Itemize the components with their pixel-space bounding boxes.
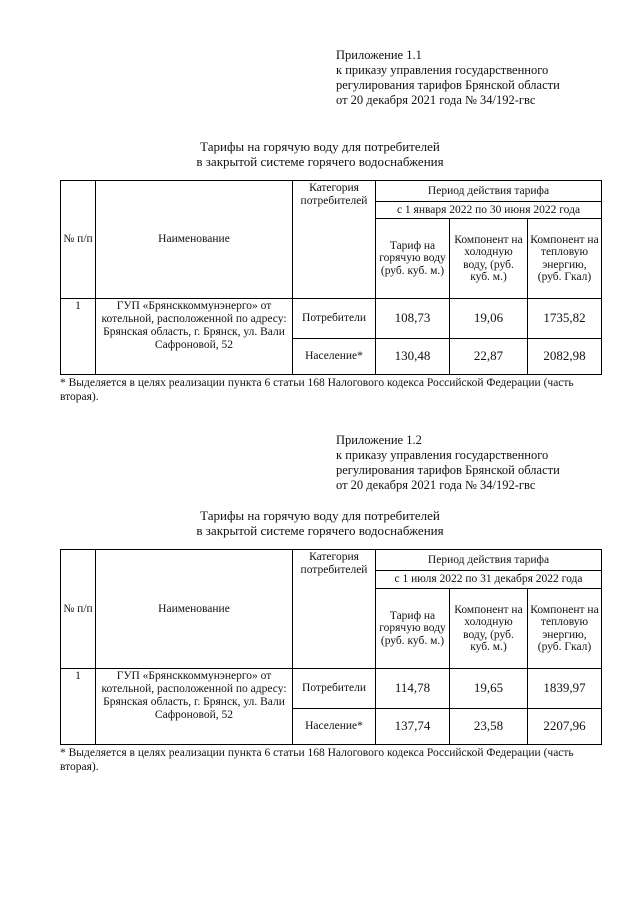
heat-component-cell: 1839,97	[528, 669, 602, 709]
header-category: Категория потребителей	[293, 181, 376, 299]
cold-component-cell: 22,87	[450, 339, 528, 375]
header-period: Период действия тарифа	[376, 181, 602, 202]
appendix-header	[336, 433, 560, 493]
appendix-number: Приложение 1.2	[336, 433, 422, 447]
organization-cell: ГУП «Брянсккоммунэнерго» от котельной, расположенной по адресу: Брянская область, г. Брянск, ул. Вали Сафроновой, 52	[96, 669, 293, 745]
header-heat-component: Компонент на тепловую энергию, (руб. Гкал)	[528, 219, 602, 299]
appendix-header	[336, 48, 560, 108]
heat-component-cell: 2082,98	[528, 339, 602, 375]
heat-component-cell: 2207,96	[528, 709, 602, 745]
title-line-2: в закрытой системе горячего водоснабжения	[196, 523, 444, 538]
tariff-cell: 114,78	[376, 669, 450, 709]
footnote: * Выделяется в целях реализации пункта 6 статьи 168 Налогового кодекса Российской Федерации (часть вторая).	[60, 377, 574, 403]
footnote: * Выделяется в целях реализации пункта 6 статьи 168 Налогового кодекса Российской Федерации (часть вторая).	[60, 747, 574, 773]
tariff-cell: 108,73	[376, 299, 450, 339]
appendix-number: Приложение 1.1	[336, 48, 422, 62]
tariff-cell: 137,74	[376, 709, 450, 745]
cold-component-cell: 19,65	[450, 669, 528, 709]
header-name: Наименование	[96, 550, 293, 669]
header-period: Период действия тарифа	[376, 550, 602, 571]
appendix-authority-line: регулирования тарифов Брянской области	[336, 463, 560, 477]
header-cold-component: Компонент на холодную воду, (руб. куб. м.)	[450, 589, 528, 669]
table-title	[0, 139, 640, 169]
appendix-authority-line: регулирования тарифов Брянской области	[336, 78, 560, 92]
table-row	[61, 669, 602, 709]
appendix-order-line: к приказу управления государственного	[336, 448, 549, 462]
appendix-order-line: к приказу управления государственного	[336, 63, 549, 77]
category-cell: Население*	[293, 709, 376, 745]
header-tariff: Тариф на горячую воду (руб. куб. м.)	[376, 219, 450, 299]
organization-cell: ГУП «Брянсккоммунэнерго» от котельной, расположенной по адресу: Брянская область, г. Брянск, ул. Вали Сафроновой, 52	[96, 299, 293, 375]
cold-component-cell: 23,58	[450, 709, 528, 745]
tariff-table	[60, 180, 602, 375]
header-dates: с 1 января 2022 по 30 июня 2022 года	[376, 202, 602, 219]
row-number: 1	[61, 299, 96, 375]
heat-component-cell: 1735,82	[528, 299, 602, 339]
header-category: Категория потребителей	[293, 550, 376, 669]
table-row	[61, 299, 602, 339]
category-cell: Потребители	[293, 669, 376, 709]
header-number: № п/п	[61, 181, 96, 299]
cold-component-cell: 19,06	[450, 299, 528, 339]
title-line-1: Тарифы на горячую воду для потребителей	[200, 139, 440, 154]
header-dates: с 1 июля 2022 по 31 декабря 2022 года	[376, 571, 602, 589]
title-line-2: в закрытой системе горячего водоснабжения	[196, 154, 444, 169]
category-cell: Население*	[293, 339, 376, 375]
tariff-cell: 130,48	[376, 339, 450, 375]
header-number: № п/п	[61, 550, 96, 669]
category-cell: Потребители	[293, 299, 376, 339]
row-number: 1	[61, 669, 96, 745]
header-name: Наименование	[96, 181, 293, 299]
header-tariff: Тариф на горячую воду (руб. куб. м.)	[376, 589, 450, 669]
title-line-1: Тарифы на горячую воду для потребителей	[200, 508, 440, 523]
appendix-date-line: от 20 декабря 2021 года № 34/192-гвс	[336, 478, 536, 492]
header-heat-component: Компонент на тепловую энергию, (руб. Гкал)	[528, 589, 602, 669]
table-title	[0, 508, 640, 538]
header-cold-component: Компонент на холодную воду, (руб. куб. м.)	[450, 219, 528, 299]
appendix-date-line: от 20 декабря 2021 года № 34/192-гвс	[336, 93, 536, 107]
tariff-table	[60, 549, 602, 745]
